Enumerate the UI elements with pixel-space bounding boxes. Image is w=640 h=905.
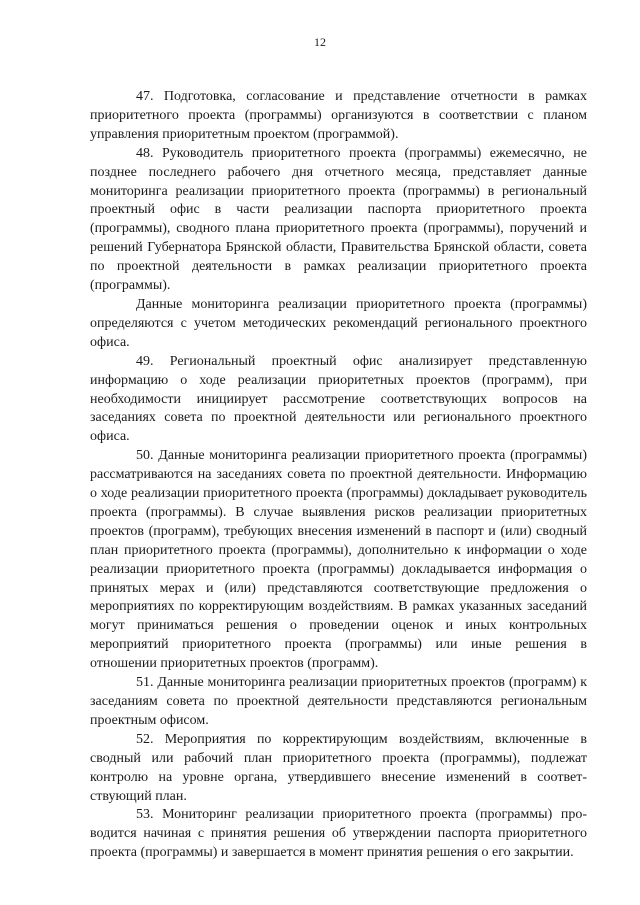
paragraph-51: 51. Данные мониторинга реализации приоритетных проектов (программ) к заседаниям совета по проектной деятельности представляются региональным проектным офисом. <box>90 675 587 728</box>
paragraph-49: 49. Региональный проектный офис анализирует представленную информацию о ходе реализации приоритетных проектов (программ), при необходимости инициирует рассмотрение соответствующих вопросов на заседаниях совета по проектной деятельности или регионального проектного офиса. <box>90 353 587 445</box>
page-number: 12 <box>314 35 326 49</box>
document-body <box>90 88 587 863</box>
paragraph-52: 52. Мероприятия по корректирующим воздействиям, включенные в сводный или рабочий план приоритетного проекта (программы), подлежат контролю на уровне органа, утвердившего внесение изменений в соответствующий план. <box>90 731 587 804</box>
paragraph-50: 50. Данные мониторинга реализации приоритетного проекта (программы) рассматриваются на заседаниях совета по проектной деятельности. Информацию о ходе реализации приоритетного проекта (программы) докладывает руководитель проекта (программы). В случае выявления рисков реализации приоритетных проектов (программ), требующих внесения изменений в паспорт и (или) сводный план приоритетного проекта (программы), дополнительно к информации о ходе реализации приоритетного проекта (программы) докладывается информация о принятых мерах и (или) представляются соответствующие предложения о мероприятиях по корректирующим воздействиям. В рамках указанных заседаний могут приниматься решения о проведении оценок и иных контрольных мероприятий приоритетного проекта (программы) или иные решения в отношении приоритетных проектов (программ). <box>90 448 587 672</box>
paragraph-53: 53. Мониторинг реализации приоритетного проекта (программы) проводится начиная с принятия решения об утверждении паспорта приоритетного проекта (программы) и завершается в момент принятия решения о его закрытии. <box>90 807 587 861</box>
paragraph-47: 47. Подготовка, согласование и представление отчетности в рамках приоритетного проекта (программы) организуются в соответствии с планом управления приоритетным проектом (программой). <box>90 89 587 142</box>
paragraph-48-continued: Данные мониторинга реализации приоритетного проекта (программы) определяются с учетом методических рекомендаций регионального проектного офиса. <box>90 296 587 350</box>
paragraph-48: 48. Руководитель приоритетного проекта (программы) ежемесячно, не позднее последнего рабочего дня отчетного месяца, представляет данные мониторинга реализации приоритетного проекта (программы) в региональный проектный офис в части реализации паспорта приоритетного проекта (программы), сводного плана приоритетного проекта (программы), поручений и решений Губернатора Брянской области, Правительства Брянской области, совета по проектной деятельности в рамках реализации приоритетного проекта (программы). <box>90 145 587 294</box>
